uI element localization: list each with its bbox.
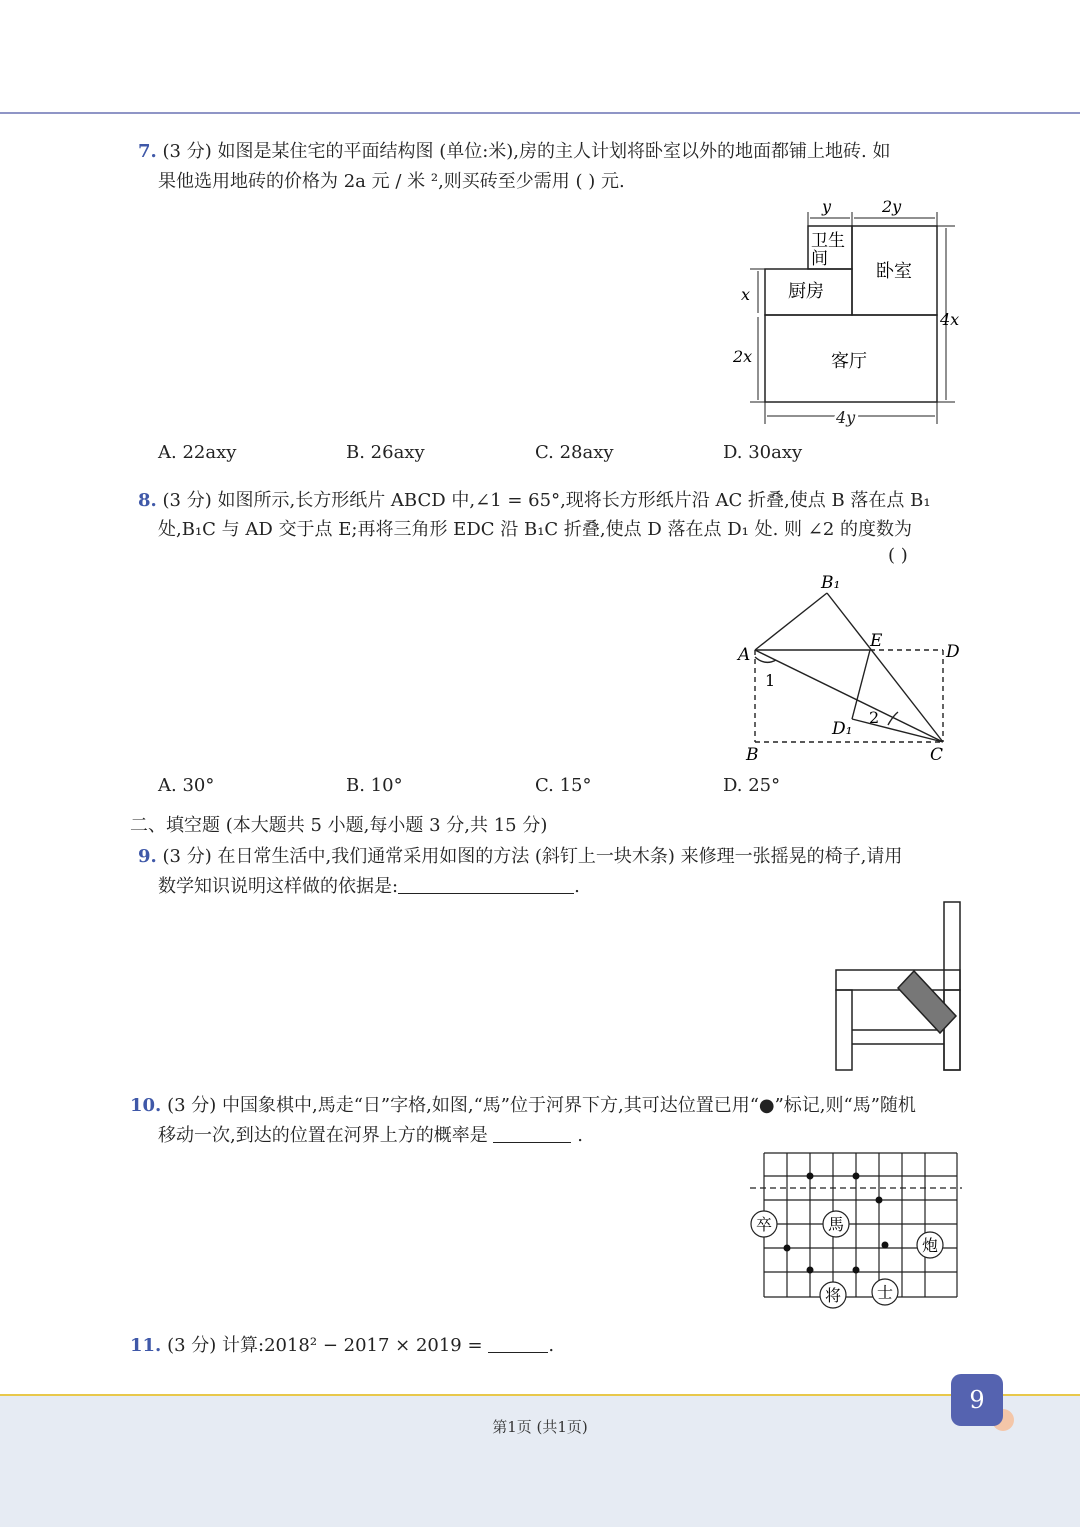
page-number-badge: 9 — [951, 1374, 1003, 1426]
page-label: 第1页 (共1页) — [492, 1418, 588, 1436]
q10-text1: (3 分) 中国象棋中,馬走“日”字格,如图,“馬”位于河界下方,其可达位置已用“●”标记,则“馬”随机 — [167, 1095, 916, 1116]
q7-label-living: 客厅 — [831, 351, 867, 372]
q7-label-bath2: 间 — [811, 249, 828, 269]
q8-line1 — [138, 486, 931, 512]
q7-label-bath1: 卫生 — [811, 231, 845, 251]
q9-period: . — [574, 876, 580, 897]
q7-label-y: y — [822, 197, 832, 216]
q8-text1: (3 分) 如图所示,长方形纸片 ABCD 中,∠1 = 65°,现将长方形纸片沿 AC 折叠,使点 B 落在点 B₁ — [162, 490, 931, 511]
q8-label-angle1: 1 — [765, 671, 776, 690]
q7-label-kitchen: 厨房 — [788, 281, 824, 302]
q7-line1 — [138, 137, 890, 163]
q8-option-b[interactable]: B. 10° — [346, 775, 403, 796]
q7-label-x: x — [741, 285, 751, 304]
q8-label-e: E — [870, 631, 883, 651]
q10-piece-zu: 卒 — [756, 1215, 773, 1234]
q9-line1 — [138, 842, 902, 868]
q7-floorplan-figure — [725, 192, 970, 432]
q7-label-2y: 2y — [882, 197, 902, 216]
q9-text1: (3 分) 在日常生活中,我们通常采用如图的方法 (斜钉上一块木条) 来修理一张摇晃的椅子,请用 — [162, 846, 903, 867]
q11-answer-blank[interactable] — [488, 1334, 548, 1353]
q10-period: . — [577, 1125, 583, 1146]
q7-line2: 果他选用地砖的价格为 2a 元 / 米 ²,则买砖至少需用 ( ) 元. — [158, 171, 625, 192]
q7-option-b[interactable]: B. 26axy — [346, 442, 425, 463]
q11-line — [130, 1331, 554, 1357]
q8-label-d1: D₁ — [832, 719, 853, 739]
q10-number: 10. — [130, 1095, 162, 1116]
q11-number: 11. — [130, 1335, 162, 1356]
q11-text: (3 分) 计算:2018² − 2017 × 2019 = — [167, 1335, 483, 1356]
q7-number: 7. — [138, 141, 157, 162]
q8-answer-paren: ( ) — [888, 545, 908, 566]
q8-label-a: A — [738, 645, 751, 665]
q11-period: . — [548, 1335, 555, 1356]
q10-piece-shi: 士 — [877, 1283, 894, 1302]
q10-piece-pao: 炮 — [922, 1236, 939, 1255]
q7-label-4x: 4x — [940, 310, 960, 329]
q8-label-b: B — [746, 745, 759, 765]
q9-line2 — [158, 872, 580, 898]
q10-answer-blank[interactable] — [493, 1124, 571, 1143]
q8-option-d[interactable]: D. 25° — [723, 775, 781, 796]
q9-text2: 数学知识说明这样做的依据是: — [158, 876, 399, 897]
q8-option-a[interactable]: A. 30° — [158, 775, 215, 796]
q7-option-c[interactable]: C. 28axy — [535, 442, 614, 463]
q8-folding-figure — [730, 568, 970, 768]
q10-line1 — [130, 1091, 916, 1117]
q7-label-bedroom: 卧室 — [876, 261, 912, 282]
q8-label-angle2: 2 — [869, 708, 880, 727]
q10-piece-jiang: 将 — [825, 1286, 842, 1305]
q8-line2: 处,B₁C 与 AD 交于点 E;再将三角形 EDC 沿 B₁C 折叠,使点 D 落在点 D₁ 处. 则 ∠2 的度数为 — [158, 519, 913, 540]
q8-label-d: D — [946, 642, 960, 662]
q7-text1: (3 分) 如图是某住宅的平面结构图 (单位:米),房的主人计划将卧室以外的地面都铺上地砖. 如 — [162, 141, 891, 162]
q7-label-4y: 4y — [836, 408, 856, 427]
q10-text2: 移动一次,到达的位置在河界上方的概率是 — [158, 1125, 488, 1146]
q8-option-c[interactable]: C. 15° — [535, 775, 592, 796]
q7-label-2x: 2x — [733, 347, 753, 366]
q7-option-a[interactable]: A. 22axy — [158, 442, 237, 463]
q9-chair-figure — [830, 895, 970, 1075]
q8-number: 8. — [138, 490, 157, 511]
header-rule — [0, 112, 1080, 114]
q9-answer-blank[interactable] — [398, 875, 574, 894]
q8-label-c: C — [930, 745, 944, 765]
q8-label-b1: B₁ — [821, 573, 841, 593]
q9-number: 9. — [138, 846, 157, 867]
q10-chess-figure — [745, 1145, 965, 1315]
q10-piece-ma: 馬 — [828, 1215, 845, 1234]
q10-line2 — [158, 1121, 583, 1147]
q7-option-d[interactable]: D. 30axy — [723, 442, 803, 463]
section2-heading: 二、填空题 (本大题共 5 小题,每小题 3 分,共 15 分) — [130, 815, 548, 836]
